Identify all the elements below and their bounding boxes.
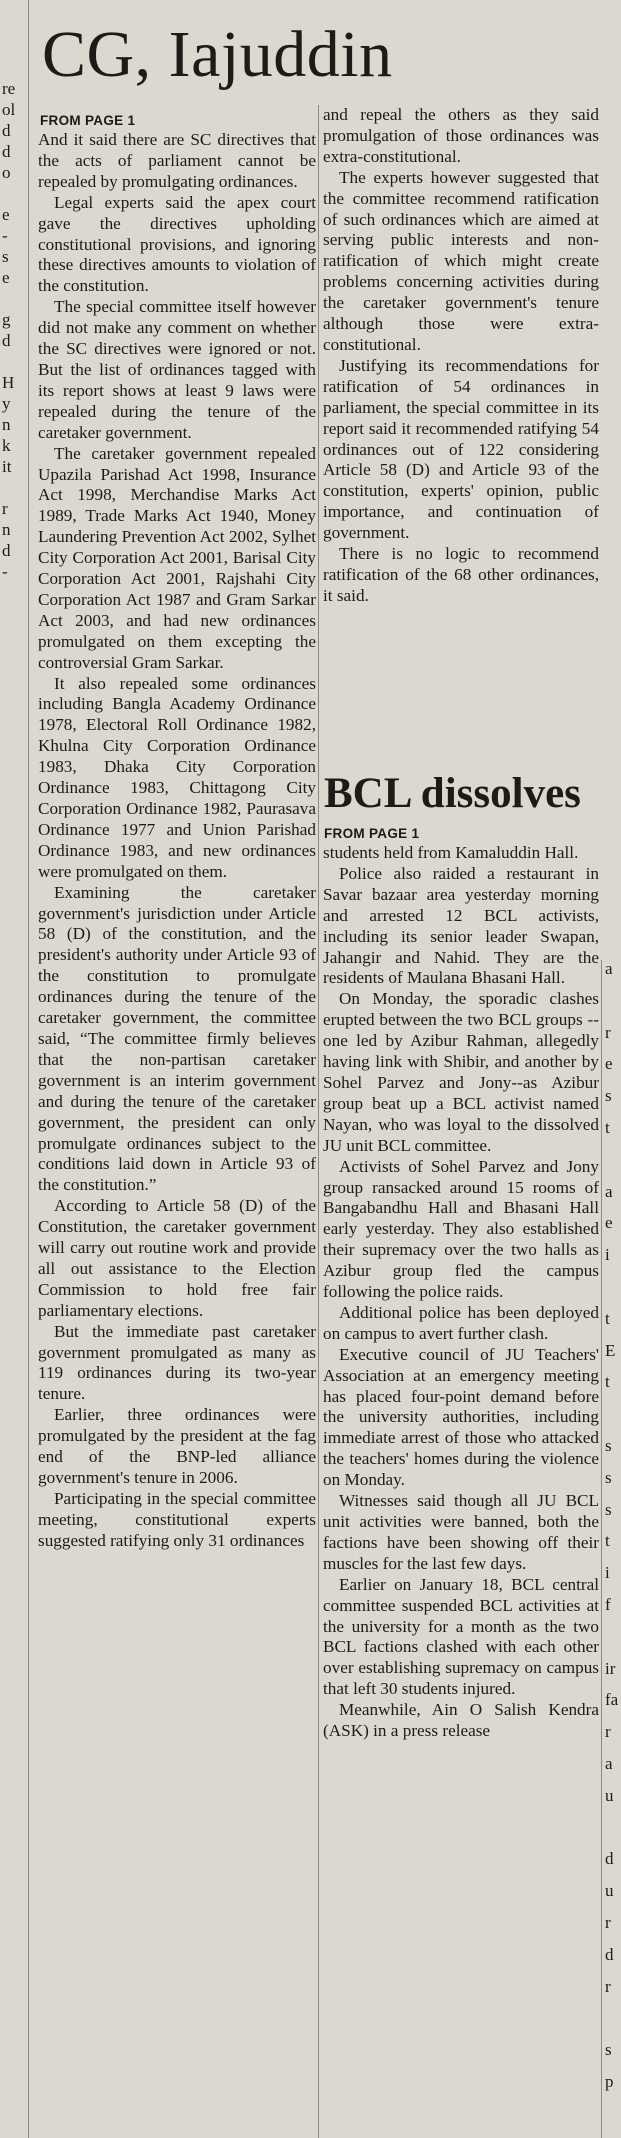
clipped-text-fragment: d <box>2 331 11 350</box>
paragraph: Earlier, three ordinances were promulgated by the president at the fag end of the BNP-led alliance government's tenure in 2006. <box>38 1405 316 1487</box>
clipped-text-fragment: t <box>605 1308 610 1328</box>
paragraph: Additional police has been deployed on campus to avert further clash. <box>323 1302 599 1343</box>
paragraph: The experts however suggested that the committee recommend ratification of such ordinances which are aimed at serving public interests and non-ratification of which might create problems concerning activities during the caretaker government's tenure although those were extra-constitutional. <box>323 167 599 354</box>
clipped-text-fragment: a <box>605 1754 613 1773</box>
right-column-rule <box>601 960 602 2138</box>
clipped-text-fragment: s <box>605 1499 612 1519</box>
clipped-text-fragment: - <box>2 562 8 581</box>
paragraph: The caretaker government repealed Upazila Parishad Act 1998, Insurance Act 1998, Merchandise Marks Act 1989, Trade Marks Act 1940, Money Laundering Prevention Act 2002, Sylhet City Corporation Act 2001, Barisal City Corporation Act 2001, Rajshahi City Corporation Act 1987 and Gram Sarkar Act 2003, and had new ordinances promulgated on them excepting the controversial Gram Sarkar. <box>38 443 316 672</box>
clipped-text-fragment: it <box>2 457 12 476</box>
clipped-text-fragment: H <box>2 373 15 392</box>
paragraph: There is no logic to recommend ratification of the 68 other ordinances, it said. <box>323 544 599 605</box>
clipped-text-fragment: re <box>2 80 16 98</box>
clipped-text-fragment: i <box>605 1563 610 1583</box>
article1-headline: CG, Iajuddin <box>42 18 393 91</box>
paragraph: Meanwhile, Ain O Salish Kendra (ASK) in a press release <box>323 1700 599 1741</box>
clipped-text-fragment: t <box>605 1372 610 1392</box>
paragraph: On Monday, the sporadic clashes erupted between the two BCL groups -- one led by Azibur Rahman, allegedly having link with Shibir, and another by Sohel Parvez and Jony--as Azibur group beat up a BCL activist named Nayan, who was loyal to the dissolved JU unit BCL committee. <box>323 989 599 1155</box>
article2-column <box>323 843 599 1742</box>
left-column-rule <box>28 0 29 2138</box>
clipped-text-fragment: o <box>2 163 11 182</box>
clipped-text-fragment: - <box>2 226 8 245</box>
paragraph: Justifying its recommendations for ratification of 54 ordinances in parliament, the special committee in its report said it recommended ratifying 54 ordinances out of 122 considering Article 58 (D) and Article 93 of the constitution, experts' opinion, public importance, and continuation of government. <box>323 355 599 543</box>
paragraph: Participating in the special committee meeting, constitutional experts suggested ratifying only 31 ordinances <box>38 1488 316 1550</box>
article2-headline: BCL dissolves <box>324 770 581 817</box>
clipped-text-fragment: k <box>2 436 11 455</box>
article2-continuation-tag: FROM PAGE 1 <box>324 826 420 841</box>
clipped-text-fragment: r <box>605 1022 611 1042</box>
clipped-text-fragment: n <box>2 415 11 434</box>
clipped-text-fragment: s <box>605 1436 612 1455</box>
left-neighbour-column-fragments <box>0 80 24 1150</box>
clipped-text-fragment: ol <box>2 100 16 119</box>
clipped-text-fragment: d <box>2 121 11 140</box>
article1-column-1 <box>38 130 316 1552</box>
paragraph: Earlier on January 18, BCL central committee suspended BCL activities at the university for a month as the two BCL factions clashed with each other over establishing supremacy on campus that left 30 students injured. <box>323 1574 599 1699</box>
clipped-text-fragment: i <box>605 1245 610 1265</box>
clipped-text-fragment: t <box>605 1118 610 1137</box>
clipped-text-fragment: r <box>605 1976 611 1996</box>
paragraph: Police also raided a restaurant in Savar bazaar area yesterday morning and arrested 12 BCL activists, including its senior leader Swapan, Jahangir and Nahid. They are the residents of Maulana Bhasani Hall. <box>323 863 599 988</box>
clipped-text-fragment: y <box>2 394 11 413</box>
clipped-text-fragment: fa <box>605 1690 619 1710</box>
clipped-text-fragment: f <box>605 1595 611 1614</box>
middle-column-rule <box>318 105 319 2138</box>
clipped-text-fragment: u <box>605 1881 614 1901</box>
paragraph: students held from Kamaluddin Hall. <box>323 843 579 862</box>
clipped-text-fragment: s <box>605 2040 612 2060</box>
clipped-text-fragment: g <box>2 310 11 329</box>
clipped-text-fragment: n <box>2 520 11 539</box>
paragraph: Legal experts said the apex court gave the directives upholding constitutional provisions, and ignoring these directives amounts to violation of the constitution. <box>38 192 316 296</box>
clipped-text-fragment: e <box>605 1213 613 1233</box>
paragraph: Examining the caretaker government's jurisdiction under Article 58 (D) of the constitution, and the president's authority under Article 93 of the constitution to promulgate ordinances during the tenure of the caretaker government, the committee said, “The committee firmly believes that the non-partisan caretaker government is an interim government and during the tenure of the caretaker government, the president can only promulgate ordinances subject to the conditions laid down in Article 93 of the constitution.” <box>38 882 316 1195</box>
clipped-text-fragment: r <box>605 1722 611 1742</box>
article1-column-2 <box>323 105 599 607</box>
clipped-text-fragment: e <box>2 205 10 224</box>
clipped-text-fragment: d <box>605 1944 614 1964</box>
clipped-text-fragment: e <box>2 268 10 287</box>
right-neighbour-column-fragments <box>604 960 621 2138</box>
clipped-text-fragment: d <box>605 1849 614 1869</box>
paragraph: It also repealed some ordinances including Bangla Academy Ordinance 1978, Electoral Roll Ordinance 1982, Khulna City Corporation Ordinance 1983, Dhaka City Corporation Ordinance 1983, Chittagong City Corporation Ordinance 1982, Paurasava Ordinance 1977 and Union Parishad Ordinance 1983, and new ordinances were promulgated on them. <box>38 673 316 881</box>
paragraph: And it said there are SC directives that the acts of parliament cannot be repealed by promulgating ordinances. <box>38 130 316 191</box>
clipped-text-fragment: s <box>605 1086 612 1106</box>
clipped-text-fragment: r <box>2 499 8 518</box>
article1-continuation-tag: FROM PAGE 1 <box>40 113 136 128</box>
clipped-text-fragment: u <box>605 1785 614 1805</box>
paragraph: But the immediate past caretaker government promulgated as many as 119 ordinances during its two-year tenure. <box>38 1321 316 1404</box>
clipped-text-fragment: p <box>605 2072 614 2091</box>
clipped-text-fragment: t <box>605 1531 610 1551</box>
clipped-text-fragment: e <box>605 1054 613 1074</box>
clipped-text-fragment: a <box>605 1181 613 1201</box>
clipped-text-fragment: E <box>605 1340 616 1360</box>
paragraph: Executive council of JU Teachers' Association at an emergency meeting has placed four-point demand before the university authorities, including immediate arrest of those who attacked the teachers' homes during the violence on Monday. <box>323 1344 599 1490</box>
paragraph: The special committee itself however did not make any comment on whether the SC directives were ignored or not. But the list of ordinances tagged with its report shows at least 9 laws were repealed during the tenure of the caretaker government. <box>38 297 316 442</box>
paragraph: According to Article 58 (D) of the Constitution, the caretaker government will carry out routine work and provide all out assistance to the Election Commission to hold free fair parliamentary elections. <box>38 1196 316 1320</box>
clipped-text-fragment: ir <box>605 1658 616 1678</box>
clipped-text-fragment: a <box>605 960 613 978</box>
paragraph: Activists of Sohel Parvez and Jony group ransacked around 15 rooms of Bangabandhu Hall and Bhasani Hall early yesterday. They also established their supremacy over the two halls as Azibur group fled the campus following the police raids. <box>323 1156 599 1302</box>
clipped-text-fragment: s <box>2 247 9 266</box>
clipped-text-fragment: d <box>2 142 11 161</box>
paragraph: and repeal the others as they said promulgation of those ordinances was extra-constitutional. <box>323 105 599 166</box>
paragraph: Witnesses said though all JU BCL unit activities were banned, both the factions have been showing off their muscles for the last few days. <box>323 1491 599 1573</box>
clipped-text-fragment: d <box>2 541 11 560</box>
clipped-text-fragment: r <box>605 1913 611 1932</box>
clipped-text-fragment: s <box>605 1467 612 1487</box>
